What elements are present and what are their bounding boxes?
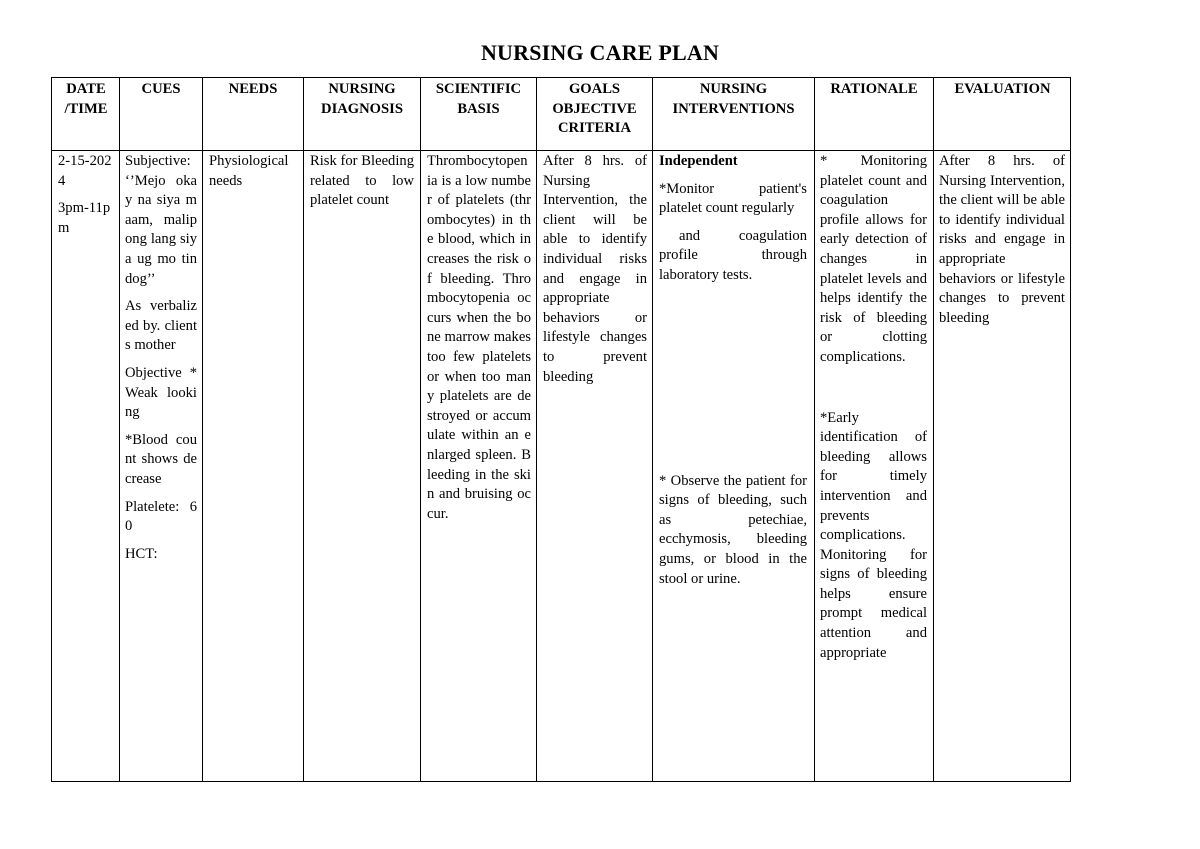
header-rationale: RATIONALE (830, 81, 918, 97)
column-divider (420, 78, 421, 781)
column-divider (202, 78, 203, 781)
column-divider (303, 78, 304, 781)
intervention-coagulation: and coagulation profile through laboratory tests. (659, 227, 807, 283)
needs-cell: Physiological needs (209, 153, 289, 189)
header-date-time: DATE /TIME (64, 81, 108, 117)
rationale-second: *Early identification of bleeding allows for timely intervention and prevents complications. Monitoring for signs of bleeding helps ensure prompt medical attention and appropriate (820, 409, 927, 661)
goals-cell: After 8 hrs. of Nursing Intervention, the client will be able to identify individual risks and engage in appropriate behaviors or lifestyle changes to prevent bleeding (543, 153, 647, 385)
cues-cell (125, 152, 197, 572)
header-cues: CUES (141, 81, 181, 97)
subjective-cue: Subjective: ‘’Mejo okay na siya maam, malipong lang siya ug mo tindog’’ (125, 153, 197, 287)
intervention-monitor: *Monitor patient's platelet count regularly (659, 180, 807, 217)
intervention-observe: * Observe the patient for signs of bleeding, such as petechiae, ecchymosis, bleeding gums, or blood in the stool or urine. (659, 472, 807, 587)
rationale-cell (820, 152, 927, 663)
blood-count-cue: *Blood count shows decrease (125, 431, 197, 487)
verbalized-by-text: As verbalized by. clients mother (125, 298, 197, 354)
objective-cue: Objective *Weak looking (125, 364, 197, 421)
column-divider (119, 78, 120, 781)
date-time-cell (58, 152, 116, 246)
header-goals: GOALS OBJECTIVE CRITERIA (552, 81, 637, 136)
header-row-divider (52, 150, 1070, 151)
time-value: 3pm-11pm (58, 200, 111, 236)
rationale-first: * Monitoring platelet count and coagulation profile allows for early detection of changes in platelet levels and helps identify the risk of bleeding or clotting complications. (820, 153, 927, 365)
header-nursing-interventions: NURSING INTERVENTIONS (672, 81, 795, 117)
column-divider (536, 78, 537, 781)
column-divider (652, 78, 653, 781)
scientific-basis-cell: Thrombocytopenia is a low number of platelets (thrombocytes) in the blood, which increases the risk of bleeding. Thrombocytopenia occurs when the bone marrow makes too few platelets or when too many platelets are destroyed or accumulate within an enlarged spleen. Bleeding in the skin and bruising occur. (427, 153, 531, 522)
document-title: NURSING CARE PLAN (480, 40, 720, 65)
header-needs: NEEDS (228, 81, 278, 97)
hct-value: HCT: (125, 545, 158, 562)
independent-heading: Independent (659, 153, 738, 169)
column-divider (933, 78, 934, 781)
column-divider (814, 78, 815, 781)
header-scientific-basis: SCIENTIFIC BASIS (435, 81, 522, 117)
evaluation-cell: After 8 hrs. of Nursing Intervention, the client will be able to identify individual risks and engage in appropriate behaviors or lifestyle changes to prevent bleeding (939, 153, 1065, 326)
header-evaluation: EVALUATION (954, 81, 1051, 97)
care-plan-table (51, 77, 1071, 782)
nursing-diagnosis-cell: Risk for Bleeding related to low platelet count (310, 153, 414, 209)
date-value: 2-15-2024 (58, 153, 112, 189)
platelet-value: Platelete: 60 (125, 498, 197, 535)
header-nursing-diagnosis: NURSING DIAGNOSIS (321, 81, 403, 117)
nursing-interventions-cell (659, 152, 807, 597)
